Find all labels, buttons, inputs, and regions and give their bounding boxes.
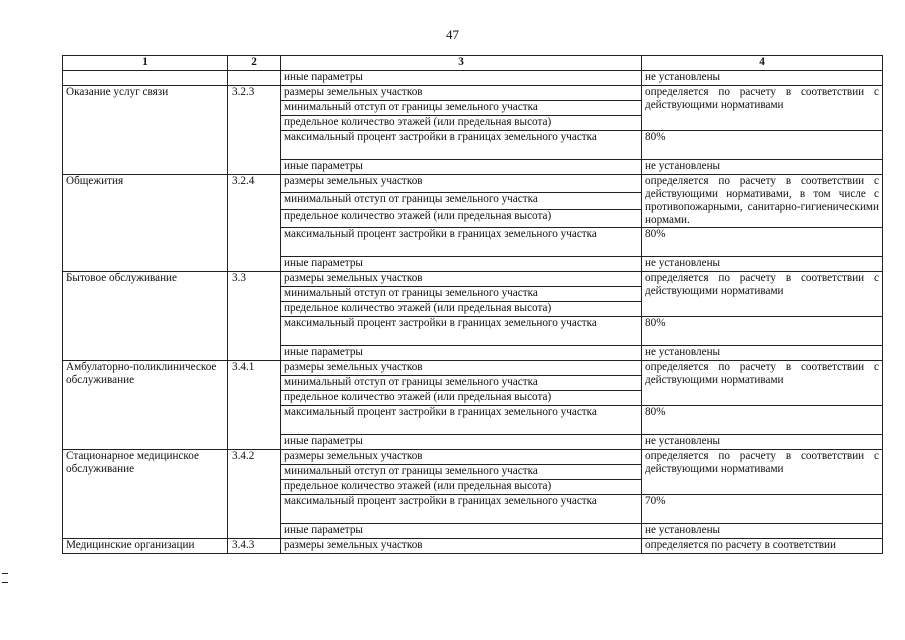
use-type-code: 3.4.2 bbox=[228, 450, 281, 539]
param-cell: размеры земельных участков bbox=[281, 86, 642, 101]
table-row bbox=[63, 86, 883, 101]
param-cell: минимальный отступ от границы земельного участка bbox=[281, 101, 642, 116]
table-row bbox=[63, 539, 883, 554]
table-row bbox=[63, 272, 883, 287]
page-number: 47 bbox=[446, 27, 459, 42]
build-percent-cell: 80% bbox=[642, 228, 883, 257]
param-cell: предельное количество этажей (или предельная высота) bbox=[281, 391, 642, 406]
norm-value-cell: определяется по расчету в соответствии с действующими нормативами bbox=[642, 361, 883, 406]
param-cell: размеры земельных участков bbox=[281, 361, 642, 376]
table-header-row bbox=[63, 56, 883, 71]
param-cell: максимальный процент застройки в границах земельного участка bbox=[281, 131, 642, 160]
norm-value-cell: определяется по расчету в соответствии с действующими нормативами bbox=[642, 272, 883, 317]
use-type-code: 3.4.1 bbox=[228, 361, 281, 450]
use-type-code: 3.2.4 bbox=[228, 175, 281, 272]
land-use-regulations-table bbox=[62, 55, 883, 554]
other-value-cell: не установлены bbox=[642, 346, 883, 361]
build-percent-cell: 70% bbox=[642, 495, 883, 524]
param-cell: максимальный процент застройки в границах земельного участка bbox=[281, 317, 642, 346]
use-type-name: Бытовое обслуживание bbox=[63, 272, 228, 361]
other-value-cell: не установлены bbox=[642, 257, 883, 272]
table-row bbox=[63, 71, 883, 86]
column-header-2: 2 bbox=[228, 56, 281, 71]
param-cell: размеры земельных участков bbox=[281, 175, 642, 193]
param-cell: минимальный отступ от границы земельного участка bbox=[281, 465, 642, 480]
use-type-code: 3.2.3 bbox=[228, 86, 281, 175]
use-type-name: Медицинские организации bbox=[63, 539, 228, 554]
other-value-cell: не установлены bbox=[642, 435, 883, 450]
use-type-name: Общежития bbox=[63, 175, 228, 272]
param-cell: иные параметры bbox=[281, 524, 642, 539]
param-cell: минимальный отступ от границы земельного участка bbox=[281, 192, 642, 210]
use-type-code: 3.4.3 bbox=[228, 539, 281, 554]
param-cell: минимальный отступ от границы земельного участка bbox=[281, 287, 642, 302]
param-cell: иные параметры bbox=[281, 71, 642, 86]
param-cell: размеры земельных участков bbox=[281, 450, 642, 465]
use-type-name: Стационарное медицинское обслуживание bbox=[63, 450, 228, 539]
table-row bbox=[63, 361, 883, 376]
norm-value-cell: определяется по расчету в соответствии с действующими нормативами bbox=[642, 86, 883, 131]
use-type-code: 3.3 bbox=[228, 272, 281, 361]
use-type-name: Амбулаторно-поликлиническое обслуживание bbox=[63, 361, 228, 450]
table-row bbox=[63, 450, 883, 465]
param-cell: максимальный процент застройки в границах земельного участка bbox=[281, 228, 642, 257]
use-type-name: Оказание услуг связи bbox=[63, 86, 228, 175]
norm-value-cell: определяется по расчету в соответствии с действующими нормативами, в том числе с противопожарными, санитарно-гигиеническими нормами. bbox=[642, 175, 883, 228]
table-row bbox=[63, 175, 883, 193]
column-header-4: 4 bbox=[642, 56, 883, 71]
param-cell: иные параметры bbox=[281, 435, 642, 450]
param-cell: размеры земельных участков bbox=[281, 272, 642, 287]
param-cell: предельное количество этажей (или предельная высота) bbox=[281, 116, 642, 131]
column-header-1: 1 bbox=[63, 56, 228, 71]
page-edge-mark bbox=[2, 573, 8, 583]
build-percent-cell: 80% bbox=[642, 131, 883, 160]
value-cell: не установлены bbox=[642, 71, 883, 86]
norm-value-cell: определяется по расчету в соответствии с действующими нормативами bbox=[642, 450, 883, 495]
param-cell: максимальный процент застройки в границах земельного участка bbox=[281, 406, 642, 435]
column-header-3: 3 bbox=[281, 56, 642, 71]
param-cell: предельное количество этажей (или предельная высота) bbox=[281, 480, 642, 495]
norm-value-cell: определяется по расчету в соответствии bbox=[642, 539, 883, 554]
param-cell: предельное количество этажей (или предельная высота) bbox=[281, 302, 642, 317]
other-value-cell: не установлены bbox=[642, 524, 883, 539]
param-cell: минимальный отступ от границы земельного участка bbox=[281, 376, 642, 391]
param-cell: иные параметры bbox=[281, 257, 642, 272]
build-percent-cell: 80% bbox=[642, 317, 883, 346]
param-cell: иные параметры bbox=[281, 160, 642, 175]
cell-empty bbox=[63, 71, 228, 86]
param-cell: максимальный процент застройки в границах земельного участка bbox=[281, 495, 642, 524]
param-cell: размеры земельных участков bbox=[281, 539, 642, 554]
cell-empty bbox=[228, 71, 281, 86]
build-percent-cell: 80% bbox=[642, 406, 883, 435]
other-value-cell: не установлены bbox=[642, 160, 883, 175]
param-cell: иные параметры bbox=[281, 346, 642, 361]
param-cell: предельное количество этажей (или предельная высота) bbox=[281, 210, 642, 228]
